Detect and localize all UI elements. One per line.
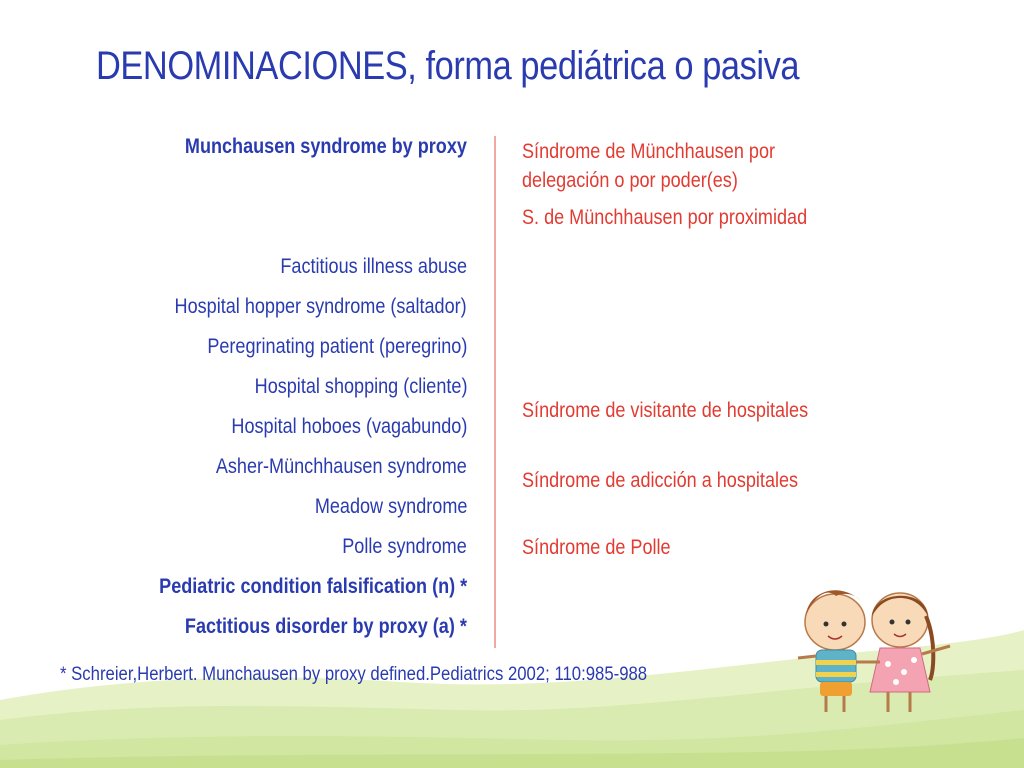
term-en-hospital-shopping: Hospital shopping (cliente) (254, 375, 467, 398)
term-es-munchhausen-por-line2: delegación o por poder(es) (522, 169, 738, 192)
spanish-terms-column (522, 0, 1002, 768)
term-es-sindrome-polle: Síndrome de Polle (522, 536, 671, 559)
english-terms-column (0, 0, 467, 768)
reference-footnote: * Schreier,Herbert. Munchausen by proxy defined.Pediatrics 2002; 110:985-988 (60, 664, 648, 685)
term-en-polle-syndrome: Polle syndrome (342, 535, 467, 558)
term-es-munchhausen-proximidad: S. de Münchhausen por proximidad (522, 206, 808, 229)
slide-title: DENOMINACIONES, forma pediátrica o pasiva (96, 44, 800, 88)
term-en-peregrinating-patient: Peregrinating patient (peregrino) (206, 335, 467, 358)
term-en-factitious-illness-abuse: Factitious illness abuse (280, 255, 467, 278)
term-es-adiccion-hospitales: Síndrome de adicción a hospitales (522, 469, 799, 492)
term-es-munchhausen-por-line1: Síndrome de Münchhausen por (522, 140, 776, 163)
term-en-meadow-syndrome: Meadow syndrome (314, 495, 467, 518)
column-divider (494, 136, 496, 648)
term-en-hospital-hoboes: Hospital hoboes (vagabundo) (231, 415, 467, 438)
term-en-asher-munchhausen: Asher-Münchhausen syndrome (216, 455, 467, 478)
term-en-pediatric-condition-falsification: Pediatric condition falsification (n) * (158, 575, 467, 598)
term-en-factitious-disorder-by-proxy: Factitious disorder by proxy (a) * (185, 615, 467, 638)
term-es-visitante-hospitales: Síndrome de visitante de hospitales (522, 399, 809, 422)
term-en-hospital-hopper: Hospital hopper syndrome (saltador) (174, 295, 467, 318)
term-en-munchausen-by-proxy: Munchausen syndrome by proxy (184, 135, 467, 158)
